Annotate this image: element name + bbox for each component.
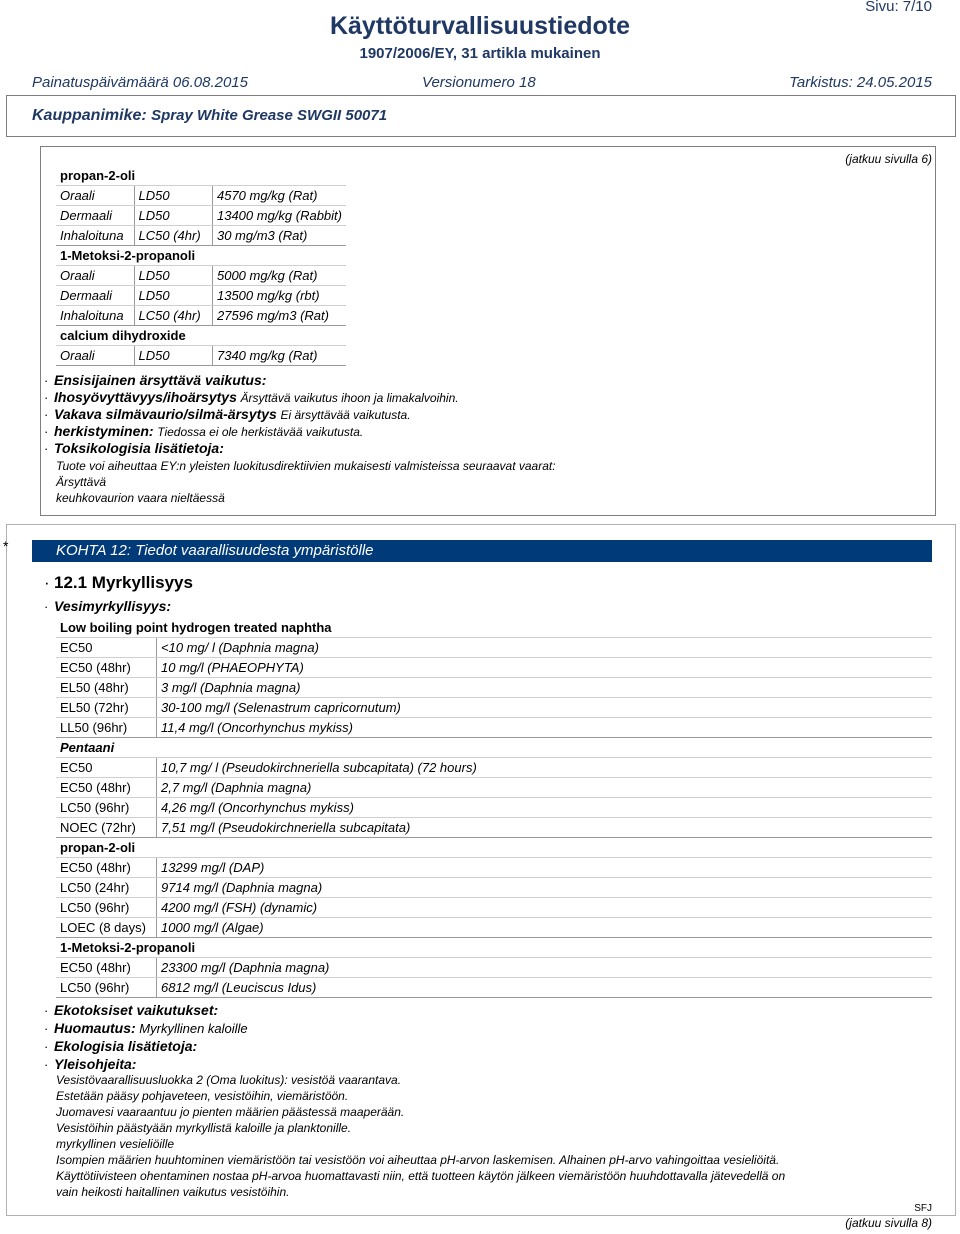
- continued-to: (jatkuu sivulla 8): [845, 1216, 932, 1230]
- table-row: [56, 878, 932, 898]
- eco-value: 4,26 mg/l (Oncorhynchus mykiss): [157, 798, 933, 818]
- ecological-info: · Ekologisia lisätietoja:: [44, 1038, 198, 1054]
- continued-from: (jatkuu sivulla 6): [845, 152, 932, 166]
- eco-value: 10 mg/l (PHAEOPHYTA): [157, 658, 933, 678]
- eco-value: 4200 mg/l (FSH) (dynamic): [157, 898, 933, 918]
- document-title: Käyttöturvallisuustiedote: [329, 12, 631, 40]
- eco-group-row: [56, 838, 932, 858]
- ecotoxic-effects-label: Ekotoksiset vaikutukset:: [54, 1002, 219, 1018]
- revision-star: *: [3, 538, 9, 554]
- acute-toxicity-table: [56, 166, 936, 366]
- eco-substance-name: 1-Metoksi-2-propanoli: [56, 938, 932, 958]
- tox-test: LD50: [134, 186, 212, 206]
- primary-irritation: · Ensisijainen ärsyttävä vaikutus:: [44, 372, 267, 388]
- tox-group-row: [56, 166, 346, 186]
- tox-test: LC50 (4hr): [134, 306, 212, 326]
- eco-test: LOEC (8 days): [56, 918, 157, 938]
- eco-substance-name: propan-2-oli: [56, 838, 932, 858]
- eco-value: 30-100 mg/l (Selenastrum capricornutum): [157, 698, 933, 718]
- table-row: [56, 346, 346, 366]
- table-row: [56, 266, 346, 286]
- trade-name-label: Kauppanimike:: [32, 107, 147, 124]
- general-note-line: Vesistövaarallisuusluokka 2 (Oma luokitus): vesistöä vaarantava.: [56, 1073, 402, 1087]
- eco-value: <10 mg/ l (Daphnia magna): [157, 638, 933, 658]
- tox-value: 13400 mg/kg (Rabbit): [212, 206, 346, 226]
- tox-table: [56, 166, 346, 366]
- eco-table: [56, 618, 932, 998]
- version-number: Versionumero 18: [422, 74, 536, 91]
- tox-test: LC50 (4hr): [134, 226, 212, 246]
- table-row: [56, 858, 932, 878]
- eco-substance-name: Pentaani: [56, 738, 932, 758]
- toxicity-subsection: · 12.1 Myrkyllisyys: [44, 573, 193, 592]
- table-row: [56, 698, 932, 718]
- tox-value: 5000 mg/kg (Rat): [212, 266, 346, 286]
- eco-test: EC50 (48hr): [56, 958, 157, 978]
- general-notes-label: Yleisohjeita:: [54, 1056, 137, 1072]
- eco-value: 7,51 mg/l (Pseudokirchneriella subcapitata): [157, 818, 933, 838]
- sensitisation-label: herkistyminen:: [54, 423, 154, 439]
- eco-test: EL50 (72hr): [56, 698, 157, 718]
- eco-value: 23300 mg/l (Daphnia magna): [157, 958, 933, 978]
- tox-value: 30 mg/m3 (Rat): [212, 226, 346, 246]
- footer-code: SFJ: [914, 1203, 932, 1214]
- skin-corrosion: · Ihosyövyttävyys/ihoärsytys Ärsyttävä vaikutus ihoon ja limakalvoihin.: [44, 389, 459, 405]
- tox-value: 13500 mg/kg (rbt): [212, 286, 346, 306]
- eco-group-row: [56, 618, 932, 638]
- tox-info-line: keuhkovaurion vaara nieltäessä: [56, 491, 225, 505]
- tox-test: LD50: [134, 266, 212, 286]
- general-note-line: myrkyllinen vesieliöille: [56, 1137, 175, 1151]
- eco-test: EC50 (48hr): [56, 858, 157, 878]
- general-note-line: Estetään pääsy pohjaveteen, vesistöihin, viemäristöön.: [56, 1089, 349, 1103]
- eco-test: LC50 (96hr): [56, 898, 157, 918]
- eco-test: EC50 (48hr): [56, 658, 157, 678]
- general-note-line: Isompien määrien huuhtominen viemäristöön tai vesistöön voi aiheuttaa pH-arvon laskemisen. Alhainen pH-arvo vahingoittaa vesieliöitä.: [56, 1153, 780, 1167]
- eco-group-row: [56, 938, 932, 958]
- tox-substance-name: propan-2-oli: [56, 166, 346, 186]
- eye-damage-label: Vakava silmävaurio/silmä-ärsytys: [54, 406, 277, 422]
- table-row: [56, 798, 932, 818]
- section-12-header: [32, 540, 932, 562]
- eco-test: EL50 (48hr): [56, 678, 157, 698]
- tox-test: LD50: [134, 346, 212, 366]
- general-notes: · Yleisohjeita:: [44, 1056, 137, 1072]
- exposure-route: Inhaloituna: [56, 226, 134, 246]
- tox-info: · Toksikologisia lisätietoja:: [44, 440, 224, 456]
- eco-test: LL50 (96hr): [56, 718, 157, 738]
- aquatic-toxicity-table: [56, 618, 932, 998]
- exposure-route: Dermaali: [56, 206, 134, 226]
- table-row: [56, 286, 346, 306]
- eco-value: 6812 mg/l (Leuciscus Idus): [157, 978, 933, 998]
- general-note-line: Juomavesi vaaraantuu jo pienten määrien päästessä maaperään.: [56, 1105, 405, 1119]
- table-row: [56, 226, 346, 246]
- table-row: [56, 678, 932, 698]
- tox-test: LD50: [134, 286, 212, 306]
- eye-damage: · Vakava silmävaurio/silmä-ärsytys Ei ärsyttävää vaikutusta.: [44, 406, 411, 422]
- print-date: Painatuspäivämäärä 06.08.2015: [32, 74, 248, 91]
- eco-test: LC50 (96hr): [56, 798, 157, 818]
- remark-label: Huomautus:: [54, 1020, 136, 1036]
- tox-info-line: Ärsyttävä: [56, 475, 107, 489]
- remark-value: Myrkyllinen kaloille: [139, 1021, 248, 1036]
- eco-value: 3 mg/l (Daphnia magna): [157, 678, 933, 698]
- table-row: [56, 818, 932, 838]
- exposure-route: Inhaloituna: [56, 306, 134, 326]
- page-number: Sivu: 7/10: [865, 0, 932, 15]
- trade-name-value: Spray White Grease SWGII 50071: [151, 107, 388, 124]
- tox-value: 4570 mg/kg (Rat): [212, 186, 346, 206]
- tox-group-row: [56, 326, 346, 346]
- eco-test: LC50 (24hr): [56, 878, 157, 898]
- table-row: [56, 206, 346, 226]
- eco-group-row: [56, 738, 932, 758]
- eco-value: 2,7 mg/l (Daphnia magna): [157, 778, 933, 798]
- eye-damage-value: Ei ärsyttävää vaikutusta.: [280, 408, 411, 422]
- table-row: [56, 186, 346, 206]
- tox-info-label: Toksikologisia lisätietoja:: [54, 440, 224, 456]
- table-row: [56, 898, 932, 918]
- sensitisation-value: Tiedossa ei ole herkistävää vaikutusta.: [157, 425, 364, 439]
- remark: · Huomautus: Myrkyllinen kaloille: [44, 1020, 248, 1036]
- exposure-route: Dermaali: [56, 286, 134, 306]
- primary-irritation-label: Ensisijainen ärsyttävä vaikutus:: [54, 372, 267, 388]
- toxicity-subsection-title: 12.1 Myrkyllisyys: [54, 573, 193, 592]
- eco-value: 13299 mg/l (DAP): [157, 858, 933, 878]
- table-row: [56, 958, 932, 978]
- revision-date: Tarkistus: 24.05.2015: [789, 74, 932, 91]
- general-note-line: vain heikosti haitallinen vaikutus vesistöihin.: [56, 1185, 290, 1199]
- eco-value: 11,4 mg/l (Oncorhynchus mykiss): [157, 718, 933, 738]
- eco-test: NOEC (72hr): [56, 818, 157, 838]
- table-row: [56, 758, 932, 778]
- skin-corrosion-label: Ihosyövyttävyys/ihoärsytys: [54, 389, 237, 405]
- eco-test: EC50: [56, 758, 157, 778]
- table-row: [56, 978, 932, 998]
- table-row: [56, 638, 932, 658]
- eco-value: 1000 mg/l (Algae): [157, 918, 933, 938]
- skin-corrosion-value: Ärsyttävä vaikutus ihoon ja limakalvoihin.: [240, 391, 459, 405]
- tox-substance-name: 1-Metoksi-2-propanoli: [56, 246, 346, 266]
- tox-group-row: [56, 246, 346, 266]
- trade-name: [32, 107, 387, 125]
- general-note-line: Vesistöihin päästyään myrkyllistä kaloille ja planktonille.: [56, 1121, 352, 1135]
- tox-test: LD50: [134, 206, 212, 226]
- document-subtitle: 1907/2006/EY, 31 artikla mukainen: [359, 45, 601, 62]
- tox-info-line: Tuote voi aiheuttaa EY:n yleisten luokitusdirektiivien mukaisesti valmisteissa seuraavat vaarat:: [56, 459, 556, 473]
- eco-test: EC50: [56, 638, 157, 658]
- exposure-route: Oraali: [56, 186, 134, 206]
- ecological-info-label: Ekologisia lisätietoja:: [54, 1038, 198, 1054]
- eco-value: 10,7 mg/ l (Pseudokirchneriella subcapitata) (72 hours): [157, 758, 933, 778]
- table-row: [56, 778, 932, 798]
- tox-value: 7340 mg/kg (Rat): [212, 346, 346, 366]
- eco-substance-name: Low boiling point hydrogen treated naphtha: [56, 618, 932, 638]
- tox-value: 27596 mg/m3 (Rat): [212, 306, 346, 326]
- exposure-route: Oraali: [56, 266, 134, 286]
- exposure-route: Oraali: [56, 346, 134, 366]
- table-row: [56, 718, 932, 738]
- ecotoxic-effects: · Ekotoksiset vaikutukset:: [44, 1002, 219, 1018]
- table-row: [56, 658, 932, 678]
- table-row: [56, 306, 346, 326]
- aquatic-toxicity-label: Vesimyrkyllisyys:: [54, 598, 172, 614]
- eco-test: EC50 (48hr): [56, 778, 157, 798]
- table-row: [56, 918, 932, 938]
- tox-substance-name: calcium dihydroxide: [56, 326, 346, 346]
- general-note-line: Käyttötiivisteen ohentaminen nostaa pH-arvoa huomattavasti niin, että tuotteen käytön jälkeen viemäristöön huuhdottavalla jätevedellä on: [56, 1169, 786, 1183]
- aquatic-toxicity: · Vesimyrkyllisyys:: [44, 598, 172, 614]
- sensitisation: · herkistyminen: Tiedossa ei ole herkistävää vaikutusta.: [44, 423, 364, 439]
- eco-value: 9714 mg/l (Daphnia magna): [157, 878, 933, 898]
- section-12-title: KOHTA 12: Tiedot vaarallisuudesta ympäristölle: [56, 542, 374, 559]
- eco-test: LC50 (96hr): [56, 978, 157, 998]
